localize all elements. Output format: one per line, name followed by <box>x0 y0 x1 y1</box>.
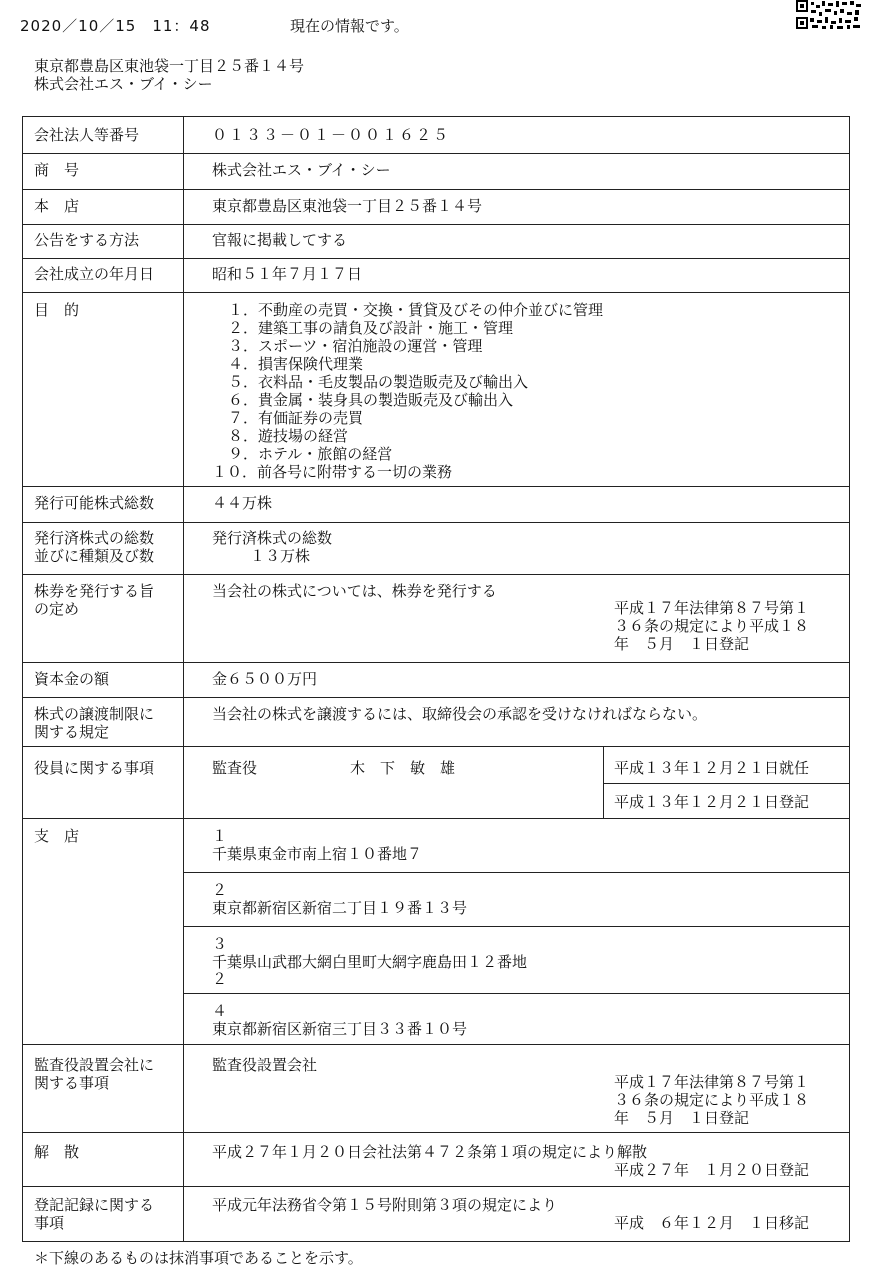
branch-number: １ <box>212 827 228 845</box>
label-notice-method: 公告をする方法 <box>34 231 140 249</box>
officer-appointed: 平成１３年１２月２１日就任 <box>614 759 810 777</box>
row-divider <box>22 153 850 154</box>
branch-number: ４ <box>212 1002 228 1020</box>
purpose-item: ５．衣料品・毛皮製品の製造販売及び輸出入 <box>228 373 529 391</box>
officer-role: 監査役 <box>212 759 258 777</box>
purpose-item: ３．スポーツ・宿泊施設の運営・管理 <box>228 337 483 355</box>
label-dissolution: 解 散 <box>34 1143 80 1161</box>
auditor-registration: 平成１７年法律第８７号第１ <box>614 1073 810 1091</box>
purpose-item: ７．有価証券の売買 <box>228 409 364 427</box>
officer-name: 木 下 敏 雄 <box>350 759 456 777</box>
value-dissolution: 平成２７年１月２０日会社法第４７２条第１項の規定により解散 <box>212 1143 648 1161</box>
row-divider <box>22 224 850 225</box>
label-record-2: 事項 <box>34 1214 65 1232</box>
value-issued-shares-heading: 発行済株式の総数 <box>212 529 333 547</box>
purpose-item: ２．建築工事の請負及び設計・施工・管理 <box>228 319 514 337</box>
auditor-registration: ３６条の規定により平成１８ <box>614 1091 810 1109</box>
row-divider <box>22 1186 850 1187</box>
label-capital: 資本金の額 <box>34 670 110 688</box>
label-branches: 支 店 <box>34 827 80 845</box>
label-founded: 会社成立の年月日 <box>34 265 155 283</box>
row-divider <box>22 818 850 819</box>
purpose-item: ６．貴金属・装身具の製造販売及び輸出入 <box>228 391 514 409</box>
certificates-registration: ３６条の規定により平成１８ <box>614 617 810 635</box>
record-transfer-date: 平成 ６年１２月 １日移記 <box>614 1214 810 1232</box>
value-transfer-restriction: 当会社の株式を譲渡するには、取締役会の承認を受けなければならない。 <box>212 705 708 723</box>
label-transfer-restriction-2: 関する規定 <box>34 723 110 741</box>
branch-address-continued: ２ <box>212 970 228 988</box>
print-datetime: 2020／10／15 11：48 <box>20 17 211 35</box>
label-officers: 役員に関する事項 <box>34 759 155 777</box>
value-record: 平成元年法務省令第１５号附則第３項の規定により <box>212 1196 558 1214</box>
branch-address: 千葉県山武郡大網白里町大網字鹿島田１２番地 <box>212 953 528 971</box>
purpose-item: １．不動産の売買・交換・賃貸及びその仲介並びに管理 <box>228 301 604 319</box>
value-head-office: 東京都豊島区東池袋一丁目２５番１４号 <box>212 197 483 215</box>
header-company: 株式会社エス・ブイ・シー <box>34 75 213 93</box>
dissolution-registration: 平成２７年 １月２０日登記 <box>614 1161 810 1179</box>
label-authorized-shares: 発行可能株式総数 <box>34 494 155 512</box>
purpose-item: １０．前各号に附帯する一切の業務 <box>212 463 453 481</box>
branch-address: 東京都新宿区新宿三丁目３３番１０号 <box>212 1020 468 1038</box>
branch-divider <box>183 872 850 873</box>
branch-address: 東京都新宿区新宿二丁目１９番１３号 <box>212 899 468 917</box>
label-certificates: 株券を発行する旨 <box>34 582 155 600</box>
row-divider <box>22 662 850 663</box>
officer-row-divider <box>603 783 850 784</box>
row-divider <box>22 697 850 698</box>
label-trade-name: 商 号 <box>34 161 80 179</box>
value-notice-method: 官報に掲載してする <box>212 231 348 249</box>
officer-registered: 平成１３年１２月２１日登記 <box>614 793 810 811</box>
label-purpose: 目 的 <box>34 301 80 319</box>
label-company-number: 会社法人等番号 <box>34 126 140 144</box>
row-divider <box>22 1044 850 1045</box>
row-divider <box>22 258 850 259</box>
value-authorized-shares: ４４万株 <box>212 494 273 512</box>
label-issued-shares: 発行済株式の総数 <box>34 529 155 547</box>
footer-note: ＊下線のあるものは抹消事項であることを示す。 <box>34 1249 363 1267</box>
row-divider <box>22 522 850 523</box>
value-trade-name: 株式会社エス・ブイ・シー <box>212 161 391 179</box>
row-divider <box>22 1132 850 1133</box>
branch-number: ３ <box>212 935 228 953</box>
value-company-number: ０１３３－０１－００１６２５ <box>212 126 451 144</box>
qr-code-icon <box>796 0 862 30</box>
label-record: 登記記録に関する <box>34 1196 155 1214</box>
current-info-note: 現在の情報です。 <box>290 17 409 35</box>
label-head-office: 本 店 <box>34 197 80 215</box>
value-issued-shares: １３万株 <box>250 547 311 565</box>
label-transfer-restriction: 株式の譲渡制限に <box>34 705 155 723</box>
officer-column-divider <box>603 746 604 818</box>
purpose-item: ９．ホテル・旅館の経営 <box>228 445 393 463</box>
value-certificates: 当会社の株式については、株券を発行する <box>212 582 497 600</box>
row-divider <box>22 746 850 747</box>
label-issued-shares-2: 並びに種類及び数 <box>34 547 155 565</box>
certificates-registration: 年 ５月 １日登記 <box>614 635 750 653</box>
row-divider <box>22 189 850 190</box>
purpose-item: ４．損害保険代理業 <box>228 355 364 373</box>
label-certificates-2: の定め <box>34 600 80 618</box>
row-divider <box>22 486 850 487</box>
branch-divider <box>183 926 850 927</box>
value-founded: 昭和５１年７月１７日 <box>212 265 363 283</box>
branch-number: ２ <box>212 881 228 899</box>
branch-address: 千葉県東金市南上宿１０番地７ <box>212 845 423 863</box>
branch-divider <box>183 993 850 994</box>
value-capital: 金６５００万円 <box>212 670 318 688</box>
certificates-registration: 平成１７年法律第８７号第１ <box>614 599 810 617</box>
row-divider <box>22 574 850 575</box>
column-divider <box>183 117 184 1241</box>
label-auditor-company: 監査役設置会社に <box>34 1056 155 1074</box>
value-auditor-company: 監査役設置会社 <box>212 1056 318 1074</box>
purpose-item: ８．遊技場の経営 <box>228 427 349 445</box>
header-address: 東京都豊島区東池袋一丁目２５番１４号 <box>34 57 305 75</box>
row-divider <box>22 292 850 293</box>
label-auditor-company-2: 関する事項 <box>34 1074 110 1092</box>
auditor-registration: 年 ５月 １日登記 <box>614 1109 750 1127</box>
